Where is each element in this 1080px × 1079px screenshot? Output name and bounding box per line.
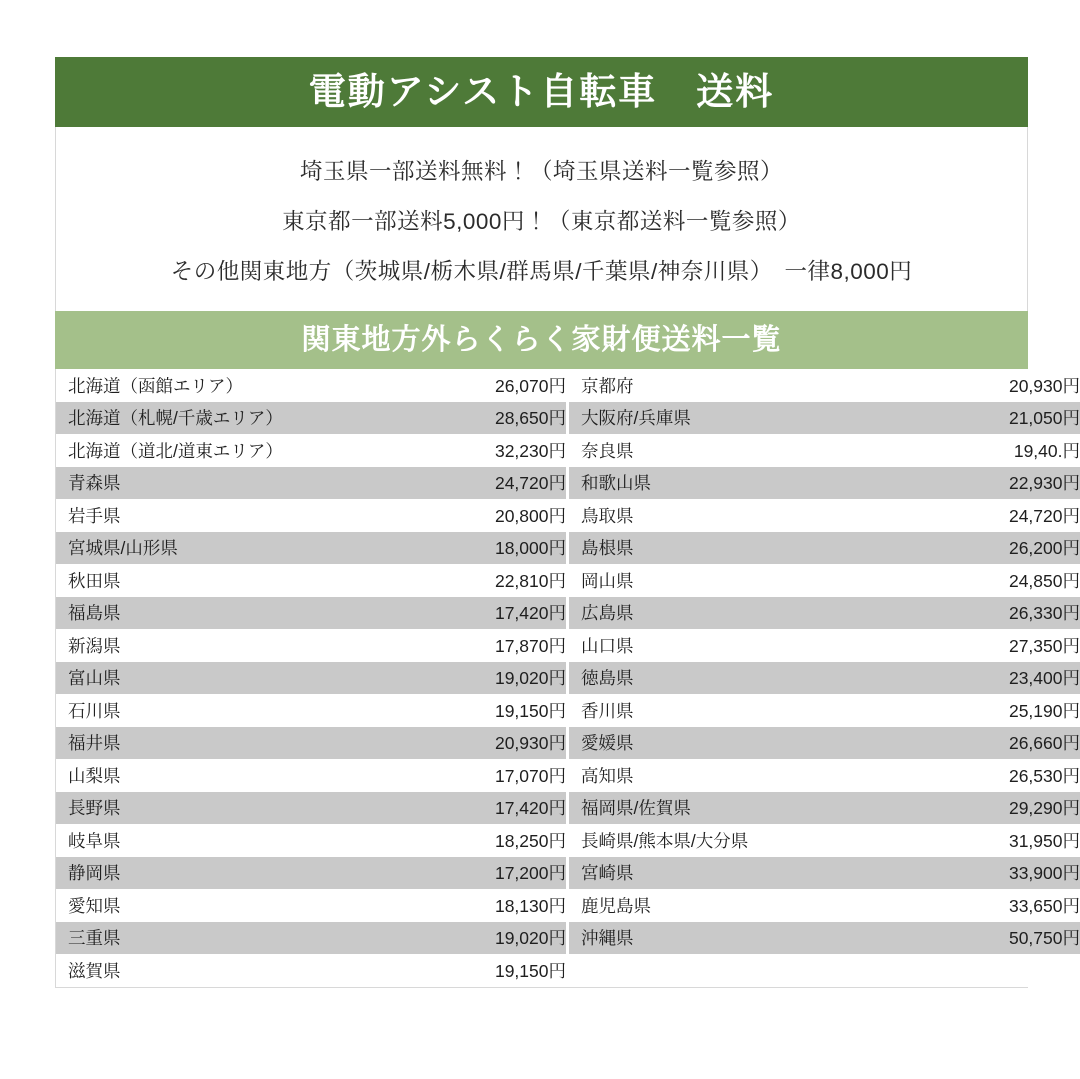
area-right-cell: 徳島県 (568, 662, 850, 695)
area-left-cell: 岩手県 (56, 499, 336, 532)
note-line-saitama: 埼玉県一部送料無料！（埼玉県送料一覧参照） (299, 159, 783, 184)
price-right-cell: 26,660円 (849, 727, 1080, 760)
price-left-cell: 22,810円 (336, 564, 568, 597)
note-line-kanto-other: その他関東地方（茨城県/栃木県/群馬県/千葉県/神奈川県） 一律8,000円 (170, 259, 913, 284)
price-right-cell: 22,930円 (849, 467, 1080, 500)
table-row (56, 889, 1080, 922)
area-left-cell: 富山県 (56, 662, 336, 695)
area-right-cell: 沖縄県 (568, 922, 850, 955)
table-section-header: 関東地方外らくらく家財便送料一覧 (55, 311, 1028, 369)
table-row (56, 922, 1080, 955)
area-right-cell: 山口県 (568, 629, 850, 662)
fee-table-wrapper (55, 369, 1080, 988)
price-right-cell: 20,930円 (849, 369, 1080, 402)
note-line-tokyo: 東京都一部送料5,000円！（東京都送料一覧参照） (282, 209, 801, 234)
area-left-cell: 青森県 (56, 467, 336, 500)
area-left-cell: 宮城県/山形県 (56, 532, 336, 565)
area-right-cell: 宮崎県 (568, 857, 850, 890)
price-left-cell: 17,070円 (336, 759, 568, 792)
area-left-cell: 北海道（札幌/千歳エリア） (56, 402, 336, 435)
table-row (56, 369, 1080, 402)
price-right-cell: 26,530円 (849, 759, 1080, 792)
notes-block (55, 127, 1028, 311)
shipping-fee-table (56, 369, 1080, 987)
price-left-cell: 17,420円 (336, 597, 568, 630)
price-left-cell: 17,870円 (336, 629, 568, 662)
table-row (56, 694, 1080, 727)
area-right-cell: 広島県 (568, 597, 850, 630)
price-right-cell: 26,200円 (849, 532, 1080, 565)
price-right-cell: 24,850円 (849, 564, 1080, 597)
area-left-cell: 新潟県 (56, 629, 336, 662)
price-left-cell: 17,420円 (336, 792, 568, 825)
area-left-cell: 愛知県 (56, 889, 336, 922)
price-left-cell: 17,200円 (336, 857, 568, 890)
page-title: 電動アシスト自転車 送料 (55, 57, 1028, 127)
table-row (56, 467, 1080, 500)
area-right-cell: 香川県 (568, 694, 850, 727)
table-row (56, 824, 1080, 857)
price-right-cell: 25,190円 (849, 694, 1080, 727)
price-right-cell: 23,400円 (849, 662, 1080, 695)
table-row (56, 499, 1080, 532)
price-right-cell: 50,750円 (849, 922, 1080, 955)
price-right-cell: 29,290円 (849, 792, 1080, 825)
table-row (56, 597, 1080, 630)
area-left-cell: 秋田県 (56, 564, 336, 597)
price-right-cell: 33,650円 (849, 889, 1080, 922)
area-right-cell: 奈良県 (568, 434, 850, 467)
area-left-cell: 岐阜県 (56, 824, 336, 857)
table-row (56, 954, 1080, 987)
table-row (56, 532, 1080, 565)
table-row (56, 629, 1080, 662)
area-right-cell: 鳥取県 (568, 499, 850, 532)
area-left-cell: 北海道（道北/道東エリア） (56, 434, 336, 467)
area-right-cell: 岡山県 (568, 564, 850, 597)
price-right-cell: 24,720円 (849, 499, 1080, 532)
table-row (56, 857, 1080, 890)
area-right-cell: 高知県 (568, 759, 850, 792)
area-right-cell (568, 954, 850, 987)
price-left-cell: 18,000円 (336, 532, 568, 565)
area-left-cell: 石川県 (56, 694, 336, 727)
price-right-cell: 33,900円 (849, 857, 1080, 890)
price-left-cell: 19,150円 (336, 694, 568, 727)
price-right-cell: 19,40.円 (849, 434, 1080, 467)
price-right-cell: 26,330円 (849, 597, 1080, 630)
area-right-cell: 和歌山県 (568, 467, 850, 500)
area-left-cell: 山梨県 (56, 759, 336, 792)
table-row (56, 759, 1080, 792)
area-right-cell: 愛媛県 (568, 727, 850, 760)
area-left-cell: 静岡県 (56, 857, 336, 890)
price-left-cell: 32,230円 (336, 434, 568, 467)
area-right-cell: 大阪府/兵庫県 (568, 402, 850, 435)
area-left-cell: 三重県 (56, 922, 336, 955)
table-row (56, 434, 1080, 467)
price-left-cell: 18,130円 (336, 889, 568, 922)
area-right-cell: 島根県 (568, 532, 850, 565)
table-row (56, 564, 1080, 597)
area-right-cell: 京都府 (568, 369, 850, 402)
price-left-cell: 19,020円 (336, 922, 568, 955)
price-left-cell: 18,250円 (336, 824, 568, 857)
area-left-cell: 北海道（函館エリア） (56, 369, 336, 402)
price-left-cell: 28,650円 (336, 402, 568, 435)
area-right-cell: 長崎県/熊本県/大分県 (568, 824, 850, 857)
price-right-cell: 21,050円 (849, 402, 1080, 435)
table-row (56, 792, 1080, 825)
price-left-cell: 19,020円 (336, 662, 568, 695)
area-right-cell: 鹿児島県 (568, 889, 850, 922)
price-right-cell: 31,950円 (849, 824, 1080, 857)
table-row (56, 662, 1080, 695)
price-left-cell: 20,930円 (336, 727, 568, 760)
price-right-cell: 27,350円 (849, 629, 1080, 662)
area-left-cell: 福島県 (56, 597, 336, 630)
area-left-cell: 滋賀県 (56, 954, 336, 987)
price-left-cell: 20,800円 (336, 499, 568, 532)
price-left-cell: 24,720円 (336, 467, 568, 500)
table-row (56, 727, 1080, 760)
area-left-cell: 長野県 (56, 792, 336, 825)
table-row (56, 402, 1080, 435)
price-right-cell (849, 954, 1080, 987)
shipping-fee-sheet (55, 57, 1080, 988)
price-left-cell: 19,150円 (336, 954, 568, 987)
area-left-cell: 福井県 (56, 727, 336, 760)
price-left-cell: 26,070円 (336, 369, 568, 402)
area-right-cell: 福岡県/佐賀県 (568, 792, 850, 825)
